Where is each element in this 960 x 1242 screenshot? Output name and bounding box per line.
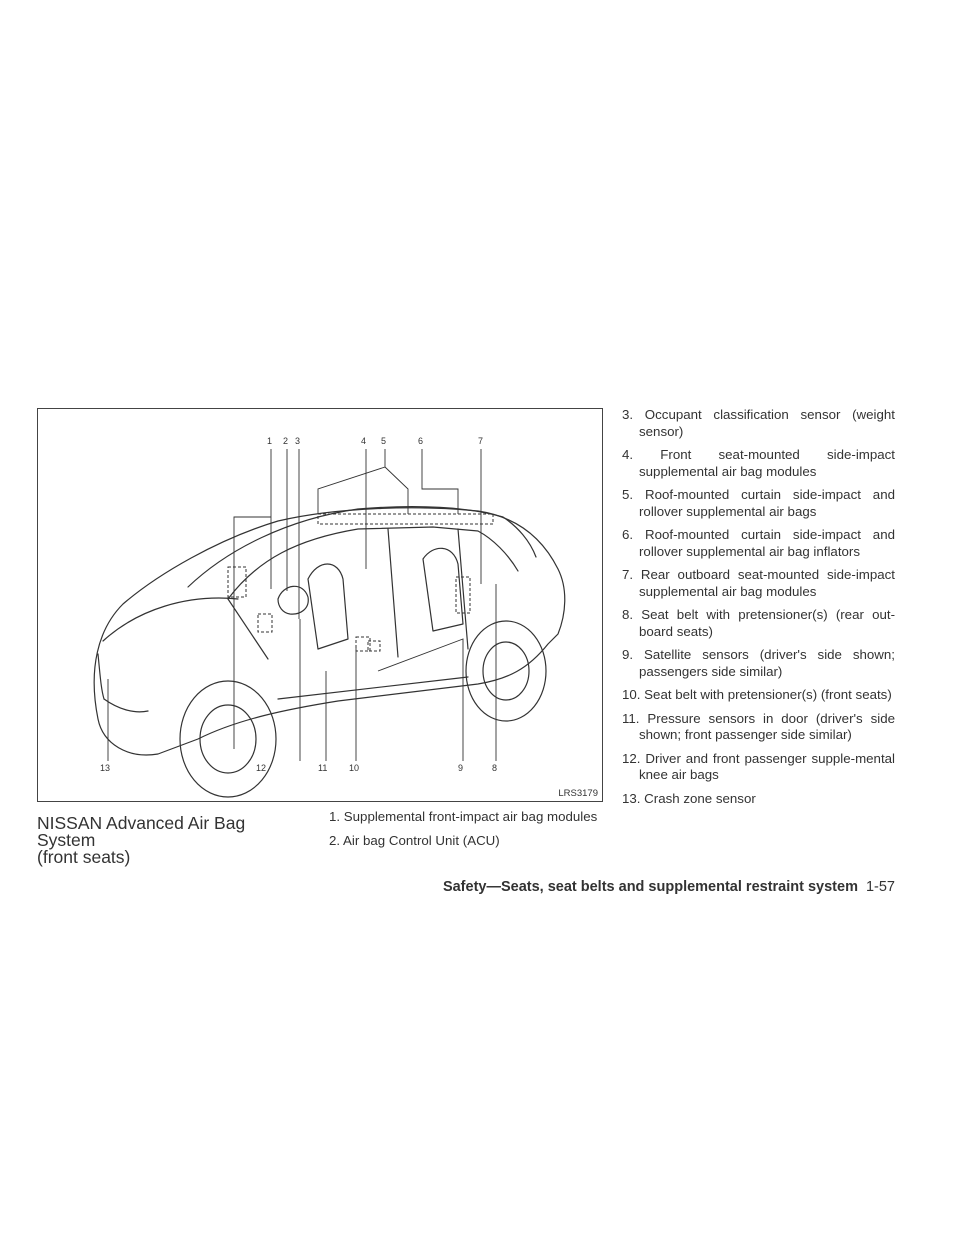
page-number: 1-57 [865, 879, 895, 895]
list-item: 4. Front seat-mounted side-impact supplemental air bag modules [622, 447, 895, 479]
section-title [37, 815, 307, 866]
list-item: 13. Crash zone sensor [622, 790, 756, 806]
figure-code: LRS3179 [558, 788, 598, 799]
callout-2: 2 [283, 436, 289, 446]
vehicle-sill [278, 677, 468, 699]
callout-8: 8 [492, 763, 498, 773]
callout-12: 12 [256, 763, 267, 773]
rear-seat-outline [423, 548, 463, 631]
steering-wheel [278, 586, 308, 614]
curtain-airbag-dashed [318, 514, 493, 524]
list-item: 5. Roof-mounted curtain side-impact and rollover supplemental air bags [622, 487, 895, 519]
list-item: 3. Occupant classification sensor (weight sensor) [622, 407, 895, 439]
callout-11: 11 [318, 763, 328, 773]
list-item: 1. Supplemental front-impact air bag modules [329, 809, 598, 824]
section-title-line2: (front seats) [37, 847, 131, 867]
vehicle-window-line [228, 527, 518, 599]
front-seat-outline [308, 564, 348, 649]
vehicle-headlight [104, 699, 148, 712]
callout-3: 3 [295, 436, 301, 446]
front-wheel-hub [200, 705, 256, 773]
callout-4: 4 [361, 436, 367, 446]
component-list-middle [329, 809, 603, 856]
vehicle-grille [98, 654, 104, 699]
vehicle-body-outline [94, 508, 565, 755]
callout-7: 7 [478, 436, 484, 446]
footer-chapter-title: Safety—Seats, seat belts and supplemental restraint system [442, 879, 858, 895]
callout-10: 10 [349, 763, 360, 773]
callout-1: 1 [267, 436, 273, 446]
rear-wheel [466, 621, 546, 721]
rear-wheel-hub [483, 642, 529, 700]
section-title-line1: NISSAN Advanced Air Bag System [37, 813, 246, 850]
component-list-right [622, 407, 895, 814]
vehicle-cutaway-diagram [38, 409, 602, 801]
vehicle-roof-line [188, 507, 536, 587]
vehicle-pillar-b [388, 529, 398, 657]
front-wheel [180, 681, 276, 797]
list-item: 7. Rear outboard seat-mounted side-impact supplemental air bag modules [622, 567, 895, 599]
callout-9: 9 [458, 763, 464, 773]
list-item: 8. Seat belt with pretensioner(s) (rear out-board seats) [622, 607, 895, 639]
list-item: 2. Air bag Control Unit (ACU) [329, 832, 500, 848]
list-item: 12. Driver and front passenger supple-mental knee air bags [622, 750, 895, 782]
list-item: 9. Satellite sensors (driver's side shown; passengers side similar) [622, 647, 895, 679]
airbag-system-illustration [37, 408, 603, 802]
knee-airbag-dashed [258, 614, 272, 632]
callout-5: 5 [381, 436, 387, 446]
list-item: 6. Roof-mounted curtain side-impact and rollover supplemental air bag inflators [622, 527, 895, 559]
callout-13: 13 [100, 763, 111, 773]
list-item: 11. Pressure sensors in door (driver's side shown; front passenger side similar) [622, 710, 895, 742]
page-footer [443, 879, 895, 895]
list-item: 10. Seat belt with pretensioner(s) (front seats) [622, 687, 892, 702]
callout-6: 6 [418, 436, 424, 446]
